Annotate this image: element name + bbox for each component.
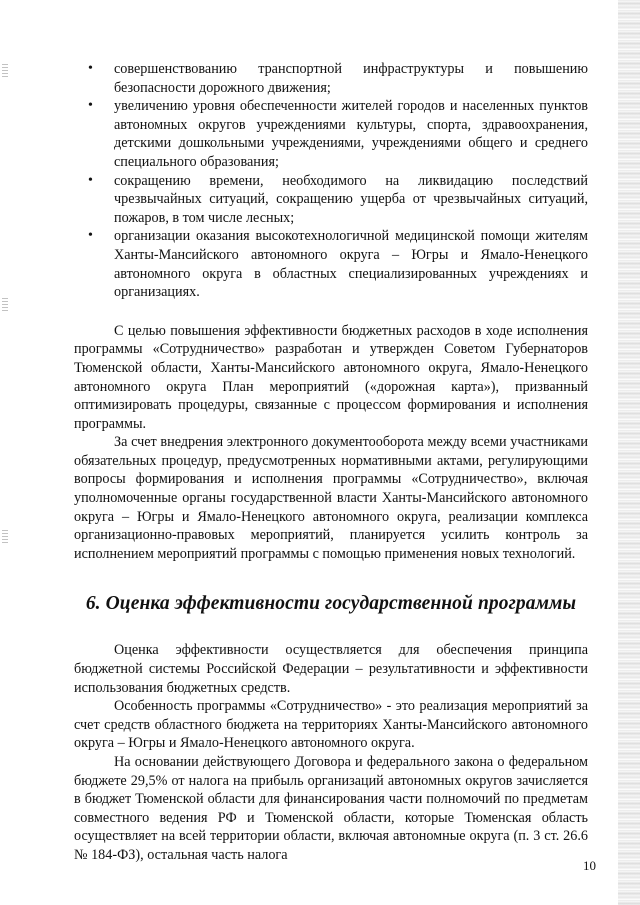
scan-edge-mark [2,530,8,544]
list-item [74,97,588,171]
list-item-text: совершенствованию транспортной инфраструктуры и повышению безопасности дорожного движения; [114,61,588,96]
paragraph: Оценка эффективности осуществляется для обеспечения принципа бюджетной системы Российской Федерации – результативности и эффективности использования бюджетных средств. [74,642,588,696]
list-item [74,172,588,228]
bullet-icon: • [88,61,93,76]
scan-edge-right [618,0,640,905]
page-content [74,60,588,865]
scan-edge-mark [2,64,8,78]
bullet-icon: • [88,228,93,244]
paragraph: За счет внедрения электронного документооборота между всеми участниками обязательных процедур, предусмотренных нормативными актами, регулирующими вопросы формирования и исполнения программы «Сотрудничество», включая уполномоченные органы государственной власти Ханты-Мансийского автономного округа – Югры и Ямало-Ненецкого автономного округа, реализации комплекса организационно-правовых мероприятий, планируется усилить контроль за исполнением мероприятий программы с помощью применения новых технологий. [74,434,588,562]
paragraph: На основании действующего Договора и федерального закона о федеральном бюджете 29,5% от налога на прибыль организаций автономных округов зачисляется в бюджет Тюменской области для финансирования части полномочий по предметам совместного ведения РФ и Тюменской области, которые Тюменская область осуществляет на всей территории области, включая автономные округа (п. 3 ст. 26.6 № 184-ФЗ), остальная часть налога [74,754,588,863]
paragraph: Особенность программы «Сотрудничество» - это реализация мероприятий за счет средств областного бюджета на территориях Ханты-Мансийского автономного округа – Югры и Ямало-Ненецкого автономного округа. [74,698,588,752]
bullet-icon: • [88,98,93,114]
list-item [74,60,588,97]
list-item-text: сокращению времени, необходимого на ликвидацию последствий чрезвычайных ситуаций, сокращению ущерба от чрезвычайных ситуаций, пожаров, в том числе лесных; [114,172,588,226]
scan-edge-mark [2,298,8,312]
page-number: 10 [583,858,596,873]
list-item-text: увеличению уровня обеспеченности жителей городов и населенных пунктов автономных округов учреждениями культуры, спорта, здравоохранения, детскими дошкольными учреждениями, учреждениями общего и среднего специального образования; [114,98,588,170]
bullet-icon: • [88,172,93,188]
list-item [74,227,588,301]
section-heading: 6. Оценка эффективности государственной программы [85,593,577,615]
bullet-list [74,60,588,302]
list-item-text: организации оказания высокотехнологичной медицинской помощи жителям Ханты-Мансийского автономного округа – Югры и Ямало-Ненецкого автономного округа в областных специализированных учреждениях и организациях. [114,228,588,301]
paragraph: С целью повышения эффективности бюджетных расходов в ходе исполнения программы «Сотрудничество» разработан и утвержден Советом Губернаторов Тюменской области, Ханты-Мансийского автономного округа, Ямало-Ненецкого автономного округа План мероприятий («дорожная карта»), призванный оптимизировать процедуры, связанные с процессом формирования и исполнения программы. [74,322,588,432]
